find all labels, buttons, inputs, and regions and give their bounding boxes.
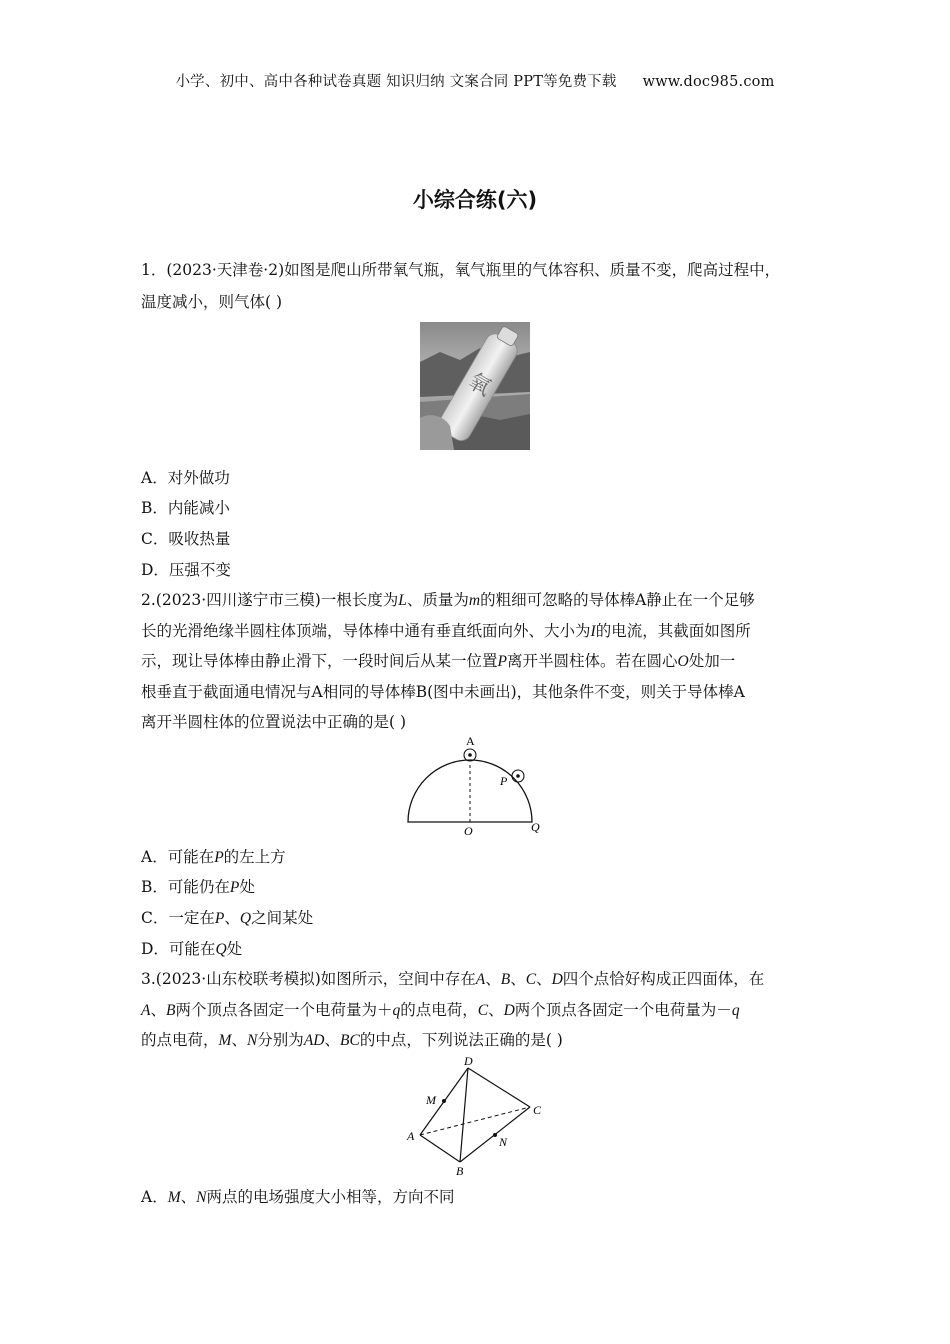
- label-n: N: [499, 1135, 508, 1149]
- q1-option-b: B．内能减小: [141, 499, 230, 517]
- label-p: P: [500, 774, 508, 788]
- label-a: A: [407, 1129, 415, 1143]
- label-a: A: [466, 735, 475, 748]
- edge-dc: [468, 1068, 530, 1107]
- q2-option-a: A．可能在P的左上方: [141, 848, 286, 866]
- q1-option-d: D．压强不变: [141, 561, 231, 579]
- point-m: [442, 1099, 446, 1103]
- label-m: M: [426, 1093, 436, 1107]
- oxygen-bottle-photo: [420, 322, 530, 450]
- q2-option-b: B．可能仍在P处: [141, 878, 255, 896]
- q1-line1: 1．(2023·天津卷·2)如图是爬山所带氧气瓶，氧气瓶里的气体容积、质量不变，爬高过程中，: [141, 261, 781, 279]
- q3-option-a: A．M、N两点的电场强度大小相等，方向不同: [141, 1188, 455, 1206]
- q3-line1: 3.(2023·山东校联考模拟)如图所示，空间中存在A、B、C、D四个点恰好构成正四面体，在: [141, 970, 765, 988]
- q1-line2: 温度减小，则气体( ): [141, 293, 283, 311]
- q3-line3: 的点电荷，M、N分别为AD、BC的中点，下列说法正确的是( ): [141, 1031, 563, 1049]
- edge-db: [460, 1068, 468, 1162]
- label-d: D: [464, 1054, 473, 1068]
- semicircle-diagram: [400, 735, 560, 839]
- edge-ab: [420, 1135, 460, 1162]
- header-text: 小学、初中、高中各种试卷真题 知识归纳 文案合同 PPT等免费下载: [175, 74, 617, 90]
- label-o: O: [464, 824, 473, 838]
- q3-line2: A、B两个顶点各固定一个电荷量为＋q的点电荷，C、D两个顶点各固定一个电荷量为－q: [141, 1001, 740, 1019]
- q2-line3: 示，现让导体棒由静止滑下，一段时间后从某一位置P离开半圆柱体。若在圆心O处加一: [141, 652, 736, 670]
- q2-line5: 离开半圆柱体的位置说法中正确的是( ): [141, 713, 407, 731]
- q2-line1: 2.(2023·四川遂宁市三模)一根长度为L、质量为m的粗细可忽略的导体棒A静止在一个足够: [141, 591, 755, 609]
- q1-option-c: C．吸收热量: [141, 530, 231, 548]
- label-q: Q: [531, 820, 540, 834]
- page-header: [0, 70, 950, 91]
- tetrahedron-diagram: [400, 1052, 550, 1176]
- header-site: www.doc985.com: [642, 74, 775, 90]
- label-c: C: [533, 1103, 542, 1117]
- q2-option-c: C．一定在P、Q之间某处: [141, 909, 314, 927]
- q2-line4: 根垂直于截面通电情况与A相同的导体棒B(图中未画出)，其他条件不变，则关于导体棒A: [141, 683, 745, 701]
- q1-option-a: A．对外做功: [141, 469, 230, 487]
- page-title: 小综合练(六): [412, 188, 538, 212]
- bottle-label: 氧: [463, 368, 496, 402]
- point-n: [493, 1133, 497, 1137]
- q2-line2: 长的光滑绝缘半圆柱体顶端，导体棒中通有垂直纸面向外、大小为I的电流，其截面如图所: [141, 622, 751, 640]
- label-b: B: [456, 1164, 464, 1176]
- q2-option-d: D．可能在Q处: [141, 940, 243, 958]
